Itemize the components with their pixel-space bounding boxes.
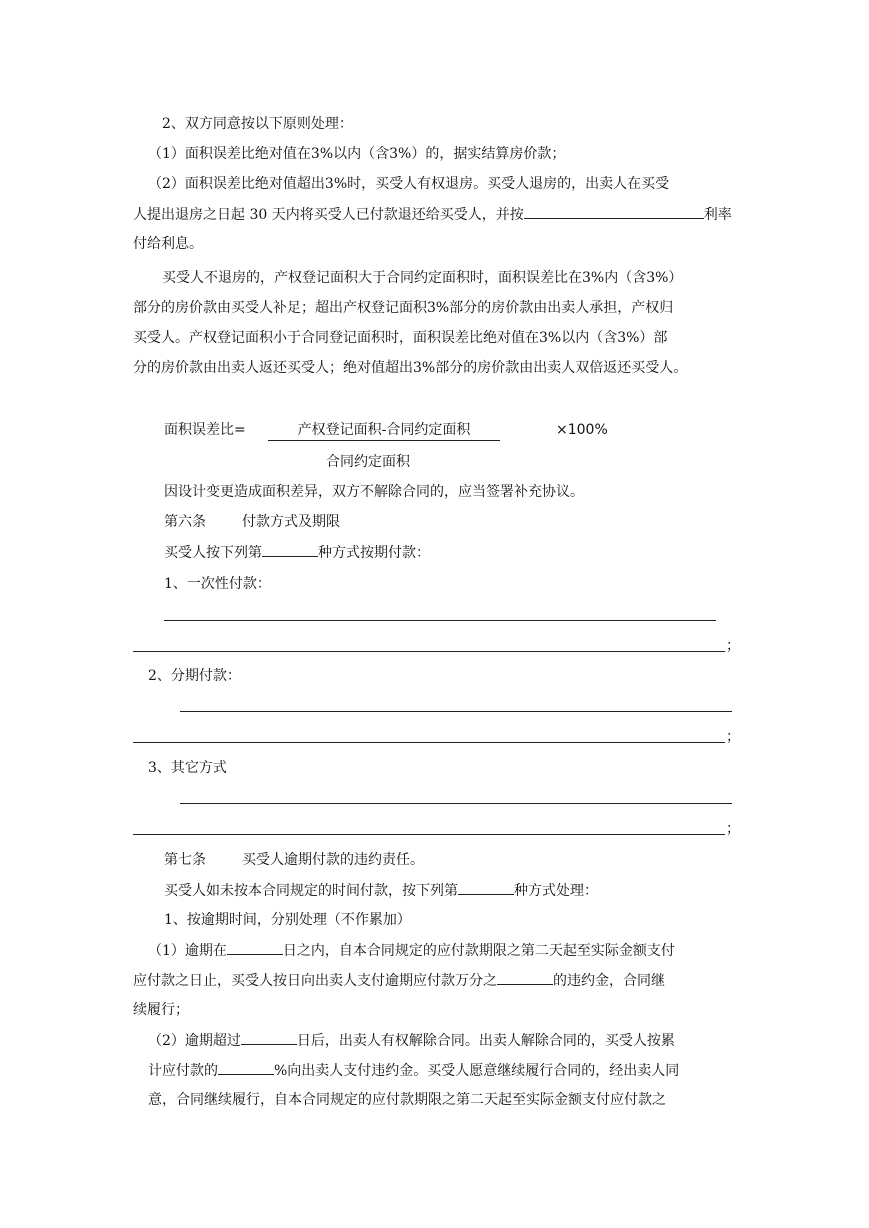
text-segment: 计应付款的 — [148, 1063, 218, 1079]
text-segment: 的违约金，合同继 — [553, 973, 665, 989]
paragraph-no-return-line-4: 分的房价款由出卖人返还买受人；绝对值超出3%部分的房价款由出卖人双倍返还买受人。 — [133, 360, 688, 376]
article-subject: 付款方式及期限 — [242, 514, 340, 530]
paragraph-no-return-line-3: 买受人。产权登记面积小于合同登记面积时，面积误差比绝对值在3%以内（含3%）部 — [133, 330, 668, 346]
clause-2-item-1: （1）面积误差比绝对值在3%以内（含3%）的，据实结算房价款； — [148, 146, 566, 162]
option-2-blank-line-2[interactable] — [133, 742, 725, 743]
option-2-blank-line-1[interactable] — [180, 711, 732, 712]
formula-multiplier: ×100% — [556, 422, 608, 438]
design-change-paragraph: 因设计变更造成面积差异，双方不解除合同的，应当签署补充协议。 — [164, 484, 584, 500]
text-segment: 日之内，自本合同规定的应付款期限之第二天起至实际金额支付 — [282, 943, 675, 959]
article-6-heading — [164, 512, 340, 532]
article-subject: 买受人逾期付款的违约责任。 — [242, 852, 424, 868]
text-segment: 日后，出卖人有权解除合同。出卖人解除合同的，买受人按累 — [296, 1033, 675, 1049]
text-segment: 买受人如未按本合同规定的时间付款，按下列第 — [164, 883, 458, 899]
option-3-blank-line-2[interactable] — [133, 834, 725, 835]
clause-2-heading: 2、双方同意按以下原则处理： — [162, 116, 353, 132]
interest-rate-blank[interactable] — [524, 204, 704, 219]
text-segment: 买受人按下列第 — [164, 545, 262, 561]
handling-option-blank[interactable] — [458, 880, 514, 895]
article-number: 第六条 — [164, 514, 206, 530]
option-1-blank-line-1[interactable] — [164, 620, 716, 621]
text-segment: 人提出退房之日起 30 天内将买受人已付款退还给买受人，并按 — [133, 207, 524, 223]
option-3-label: 3、其它方式 — [148, 760, 227, 776]
article-7-heading — [164, 850, 424, 870]
overdue-days-blank[interactable] — [227, 940, 283, 955]
payment-option-blank[interactable] — [262, 542, 318, 557]
article-7-sub-1-line-3: 续履行； — [133, 1002, 189, 1018]
text-segment: 应付款之日止，买受人按日向出卖人支付逾期应付款万分之 — [133, 973, 497, 989]
article-6-intro — [164, 542, 430, 563]
semicolon: ； — [726, 638, 740, 654]
formula-denominator: 合同约定面积 — [326, 454, 410, 470]
clause-2-item-2-line-3: 付给利息。 — [133, 236, 203, 252]
text-segment: （1）逾期在 — [148, 943, 227, 959]
option-2-label: 2、分期付款： — [148, 668, 241, 684]
article-7-intro — [164, 880, 598, 901]
option-3-blank-line-1[interactable] — [180, 803, 732, 804]
formula-label: 面积误差比= — [164, 422, 246, 438]
penalty-percent-blank[interactable] — [218, 1060, 274, 1075]
paragraph-no-return-line-2: 部分的房价款由买受人补足；超出产权登记面积3%部分的房价款由出卖人承担，产权归 — [133, 300, 674, 316]
clause-2-item-2-line-2 — [133, 204, 732, 225]
semicolon: ； — [726, 821, 740, 837]
paragraph-no-return-line-1: 买受人不退房的，产权登记面积大于合同约定面积时，面积误差比在3%内（含3%） — [162, 270, 683, 286]
clause-2-item-2-line-1: （2）面积误差比绝对值超出3%时，买受人有权退房。买受人退房的，出卖人在买受 — [148, 176, 670, 192]
text-segment: 种方式按期付款： — [318, 545, 430, 561]
text-segment: （2）逾期超过 — [148, 1033, 241, 1049]
article-7-sub-2-line-2 — [148, 1060, 679, 1081]
text-segment: 种方式处理： — [514, 883, 598, 899]
article-number: 第七条 — [164, 852, 206, 868]
article-7-item-1: 1、按逾期时间，分别处理（不作累加） — [164, 912, 411, 928]
option-1-blank-line-2[interactable] — [133, 651, 725, 652]
formula-numerator: 产权登记面积-合同约定面积 — [268, 420, 500, 441]
text-segment: %向出卖人支付违约金。买受人愿意继续履行合同的，经出卖人同 — [274, 1063, 680, 1079]
option-1-label: 1、一次性付款： — [164, 576, 271, 592]
semicolon: ； — [726, 729, 740, 745]
article-7-sub-2-line-1 — [148, 1030, 675, 1051]
overdue-limit-blank[interactable] — [241, 1030, 297, 1045]
penalty-rate-blank[interactable] — [497, 970, 553, 985]
article-7-sub-1-line-1 — [148, 940, 675, 961]
text-segment: 利率 — [703, 207, 732, 223]
article-7-sub-2-line-3: 意，合同继续履行，自本合同规定的应付款期限之第二天起至实际金额支付应付款之 — [148, 1092, 666, 1108]
article-7-sub-1-line-2 — [133, 970, 665, 991]
